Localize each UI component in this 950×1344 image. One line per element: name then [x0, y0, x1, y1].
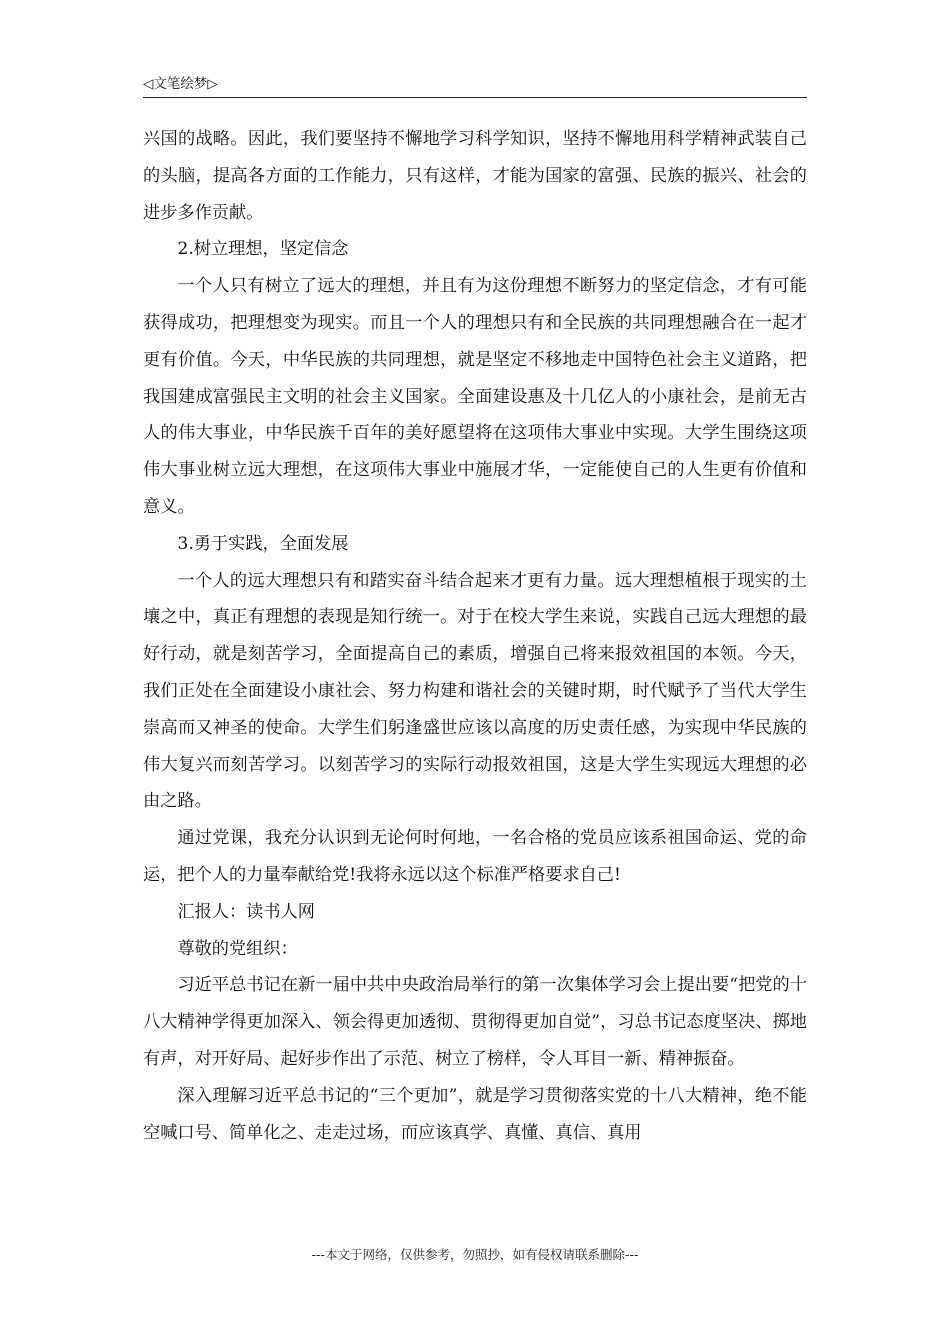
paragraph-continuation: 兴国的战略。因此，我们要坚持不懈地学习科学知识，坚持不懈地用科学精神武装自己的头脑，提高各方面的工作能力，只有这样，才能为国家的富强、民族的振兴、社会的进步多作贡献。 — [143, 129, 807, 223]
footer-notice: ---本文于网络，仅供参考，勿照抄，如有侵权请联系删除--- — [311, 1247, 639, 1262]
paragraph: 一个人的远大理想只有和踏实奋斗结合起来才更有力量。远大理想植根于现实的土壤之中，真正有理想的表现是知行统一。对于在校大学生来说，实践自己远大理想的最好行动，就是刻苦学习，全面提高自己的素质，增强自己将来报效祖国的本领。今天，我们正处在全面建设小康社会、努力构建和谐社会的关键时期，时代赋予了当代大学生崇高而又神圣的使命。大学生们躬逢盛世应该以高度的历史责任感，为实现中华民族的伟大复兴而刻苦学习。以刻苦学习的实际行动报效祖国，这是大学生实现远大理想的必由之路。 — [143, 570, 807, 812]
paragraph: 深入理解习近平总书记的“三个更加”，就是学习贯彻落实党的十八大精神，绝不能空喊口号、简单化之、走走过场，而应该真学、真懂、真信、真用 — [143, 1085, 807, 1143]
paragraph: 通过党课，我充分认识到无论何时何地，一名合格的党员应该系祖国命运、党的命运，把个人的力量奉献给党!我将永远以这个标准严格要求自己! — [143, 828, 807, 885]
section-heading-2: 2.树立理想，坚定信念 — [177, 239, 349, 260]
page-header — [143, 72, 807, 98]
salutation: 尊敬的党组织： — [177, 938, 298, 959]
section-heading-3: 3.勇于实践，全面发展 — [177, 533, 349, 554]
header-brand: ◁文笔绘梦▷ — [143, 76, 218, 92]
reporter-line: 汇报人：读书人网 — [177, 901, 315, 922]
paragraph: 一个人只有树立了远大的理想，并且有为这份理想不断努力的坚定信念，才有可能获得成功，把理想变为现实。而且一个人的理想只有和全民族的共同理想融合在一起才更有价值。今天，中华民族的共同理想，就是坚定不移地走中国特色社会主义道路，把我国建成富强民主文明的社会主义国家。全面建设惠及十几亿人的小康社会，是前无古人的伟大事业，中华民族千百年的美好愿望将在这项伟大事业中实现。大学生围绕这项伟大事业树立远大理想，在这项伟大事业中施展才华，一定能使自己的人生更有价值和意义。 — [143, 276, 807, 517]
paragraph: 习近平总书记在新一届中共中央政治局举行的第一次集体学习会上提出要“把党的十八大精神学得更加深入、领会得更加透彻、贯彻得更加自觉”，习总书记态度坚决、掷地有声，对开好局、起好步作出了示范、树立了榜样，令人耳目一新、精神振奋。 — [143, 975, 807, 1069]
document-body — [143, 121, 807, 1151]
